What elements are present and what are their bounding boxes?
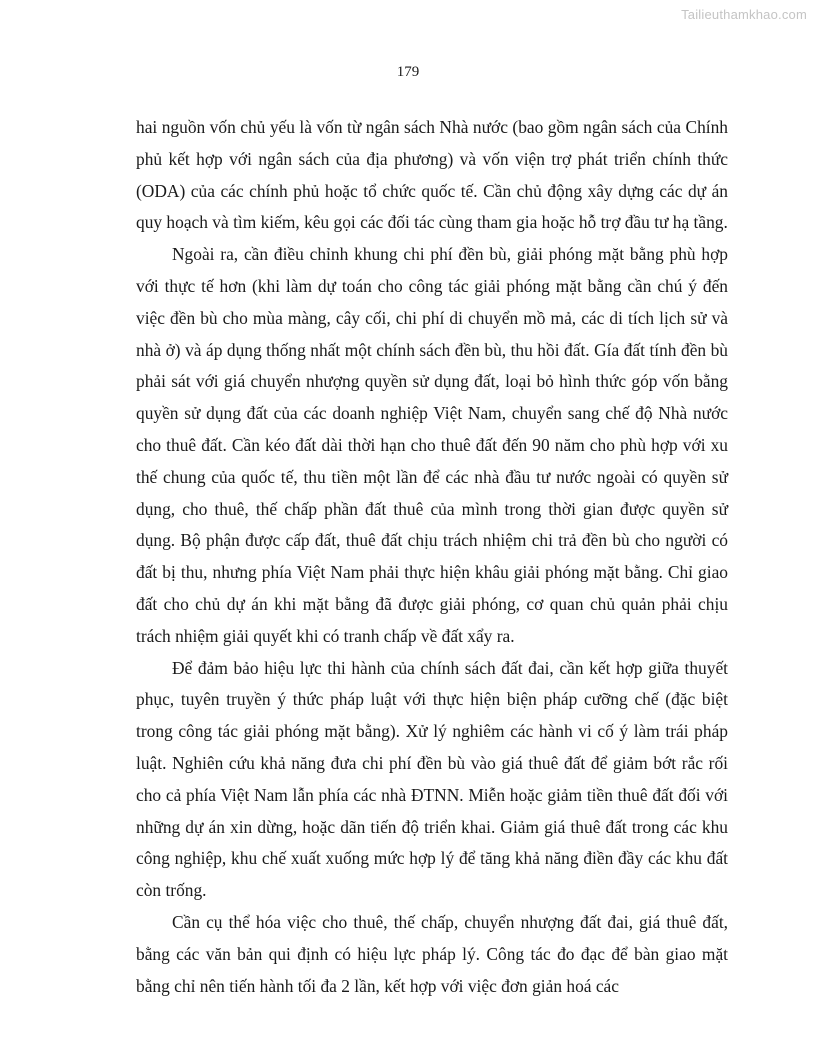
paragraph-land-policy-enforcement: Để đảm bảo hiệu lực thi hành của chính sách đất đai, cần kết hợp giữa thuyết phục, tuyên truyền ý thức pháp luật với thực hiện biện pháp cưỡng chế (đặc biệt trong công tác giải phóng mặt bằng). Xử lý nghiêm các hành vi cố ý làm trái pháp luật. Nghiên cứu khả năng đưa chi phí đền bù vào giá thuê đất để giảm bớt rắc rối cho cả phía Việt Nam lẫn phía các nhà ĐTNN. Miễn hoặc giảm tiền thuê đất đối với những dự án xin dừng, hoặc dãn tiến độ triển khai. Giảm giá thuê đất trong các khu công nghiệp, khu chế xuất xuống mức hợp lý để tăng khả năng điền đầy các khu đất còn trống. [136,657,728,901]
paragraph-land-lease-regulation: Cần cụ thể hóa việc cho thuê, thế chấp, chuyển nhượng đất đai, giá thuê đất, bằng các văn bản qui định có hiệu lực pháp lý. Công tác đo đạc để bàn giao mặt bằng chỉ nên tiến hành tối đa 2 lần, kết hợp với việc đơn giản hoá các [136,911,728,996]
paragraph-land-compensation: Ngoài ra, cần điều chỉnh khung chi phí đền bù, giải phóng mặt bằng phù hợp với thực tế hơn (khi làm dự toán cho công tác giải phóng mặt bằng cần chú ý đến việc đền bù cho mùa màng, cây cối, chi phí di chuyển mồ mả, các di tích lịch sử và nhà ở) và áp dụng thống nhất một chính sách đền bù, thu hồi đất. Gía đất tính đền bù phải sát với giá chuyển nhượng quyền sử dụng đất, loại bỏ hình thức góp vốn bằng quyền sử dụng đất của các doanh nghiệp Việt Nam, chuyển sang chế độ Nhà nước cho thuê đất. Cần kéo đất dài thời hạn cho thuê đất đến 90 năm cho phù hợp với xu thế chung của quốc tế, thu tiền một lần để các nhà đầu tư nước ngoài có quyền sử dụng, cho thuê, thế chấp phần đất thuê của mình trong thời gian được quyền sử dụng. Bộ phận được cấp đất, thuê đất chịu trách nhiệm chi trả đền bù cho người có đất bị thu, nhưng phía Việt Nam phải thực hiện khâu giải phóng mặt bằng. Chỉ giao đất cho chủ dự án khi mặt bằng đã được giải phóng, cơ quan chủ quản phải chịu trách nhiệm giải quyết khi có tranh chấp về đất xẩy ra. [136,244,728,646]
watermark: Tailieuthamkhao.com [681,7,807,22]
paragraph-continuation: hai nguồn vốn chủ yếu là vốn từ ngân sách Nhà nước (bao gồm ngân sách của Chính phủ kết hợp với ngân sách của địa phương) và vốn viện trợ phát triển chính thức (ODA) của các chính phủ hoặc tổ chức quốc tế. Cần chủ động xây dựng các dự án quy hoạch và tìm kiếm, kêu gọi các đối tác cùng tham gia hoặc hỗ trợ đầu tư hạ tầng. [136,117,728,233]
page-number: 179 [396,64,420,80]
page-body [136,112,728,1002]
